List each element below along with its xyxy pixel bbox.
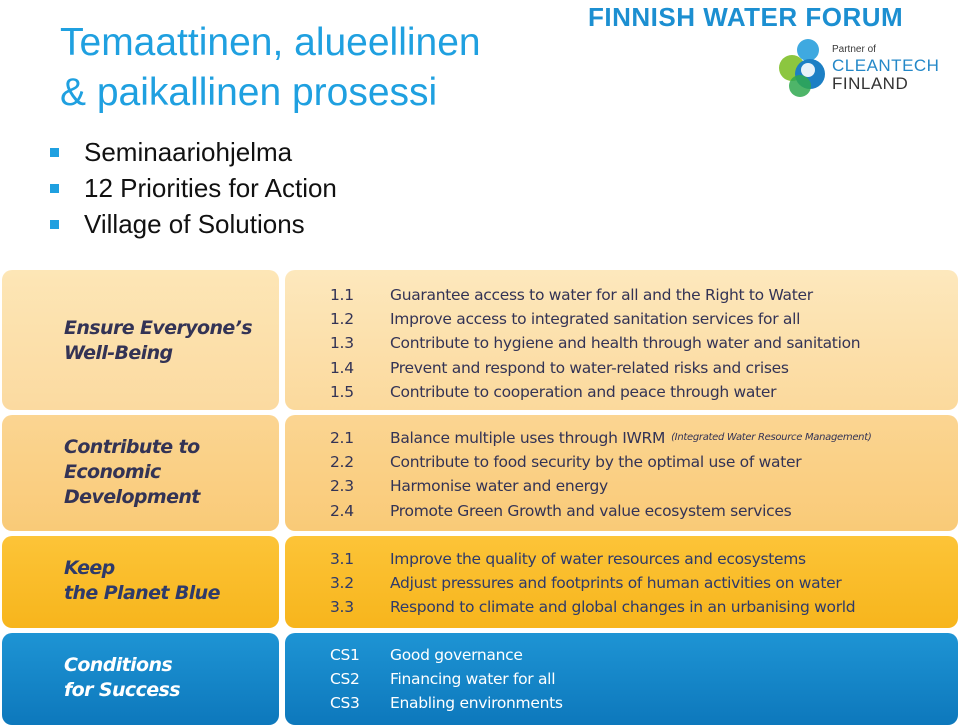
priority-item: 3.2 Adjust pressures and footprints of human activities on water [330, 574, 842, 593]
finland-label: FINLAND [832, 74, 909, 93]
priority-item: 3.1 Improve the quality of water resources and ecosystems [330, 550, 806, 568]
square-bullet-icon [50, 184, 59, 193]
priority-item: 2.2 Contribute to food security by the optimal use of water [330, 453, 802, 472]
bullet-item [50, 134, 337, 170]
bullet-text: 12 Priorities for Action [84, 173, 337, 203]
priority-item: 1.2 Improve access to integrated sanitation services for all [330, 310, 801, 329]
slide-title [60, 18, 481, 118]
priority-band-conditions-for-success [0, 633, 960, 725]
priority-list [330, 426, 871, 523]
priority-list [330, 283, 860, 404]
slide-title-line-1: Temaattinen, alueellinen [60, 21, 481, 64]
priority-band-economic-development [0, 415, 960, 531]
priority-item: 2.3 Harmonise water and energy [330, 477, 608, 496]
cleantech-label: CLEANTECH [832, 56, 940, 75]
bullet-list [50, 134, 337, 242]
bullet-text: Seminaariohjelma [84, 137, 293, 167]
priority-item: 1.5 Contribute to cooperation and peace through water [330, 382, 777, 401]
cleantech-finland-logo-icon [778, 38, 838, 100]
priority-item: 3.3 Respond to climate and global changes in an urbanising world [330, 598, 856, 617]
priority-item: CS2 Financing water for all [330, 670, 556, 689]
band-heading: Contribute to Economic Development [64, 436, 200, 508]
priority-item: 2.1 Balance multiple uses through IWRM (Integrated Water Resource Management) [330, 429, 872, 447]
priority-item: CS3 Enabling environments [330, 694, 563, 713]
band-heading: Ensure Everyone’s Well-Being [64, 317, 253, 364]
partner-label: Partner of [832, 44, 876, 55]
priority-item: 1.1 Guarantee access to water for all and the Right to Water [330, 286, 813, 304]
square-bullet-icon [50, 220, 59, 229]
priority-item: 1.4 Prevent and respond to water-related risks and crises [330, 358, 789, 377]
bullet-item [50, 170, 337, 206]
priority-item: 2.4 Promote Green Growth and value ecosystem services [330, 501, 792, 520]
logo-title: FINNISH WATER FORUM [588, 2, 904, 32]
finnish-water-forum-logo [588, 2, 948, 106]
priority-item: CS1 Good governance [330, 646, 523, 664]
slide-title-line-2: & paikallinen prosessi [60, 71, 438, 114]
square-bullet-icon [50, 148, 59, 157]
priority-list [330, 643, 563, 716]
bullet-text: Village of Solutions [84, 209, 305, 239]
priority-band-well-being [0, 270, 960, 410]
bullet-item [50, 206, 337, 242]
band-heading: Conditions for Success [64, 654, 180, 701]
band-heading: Keep the Planet Blue [64, 557, 220, 604]
priority-list [330, 547, 855, 620]
priority-band-planet-blue [0, 536, 960, 628]
priority-item: 1.3 Contribute to hygiene and health through water and sanitation [330, 334, 861, 353]
